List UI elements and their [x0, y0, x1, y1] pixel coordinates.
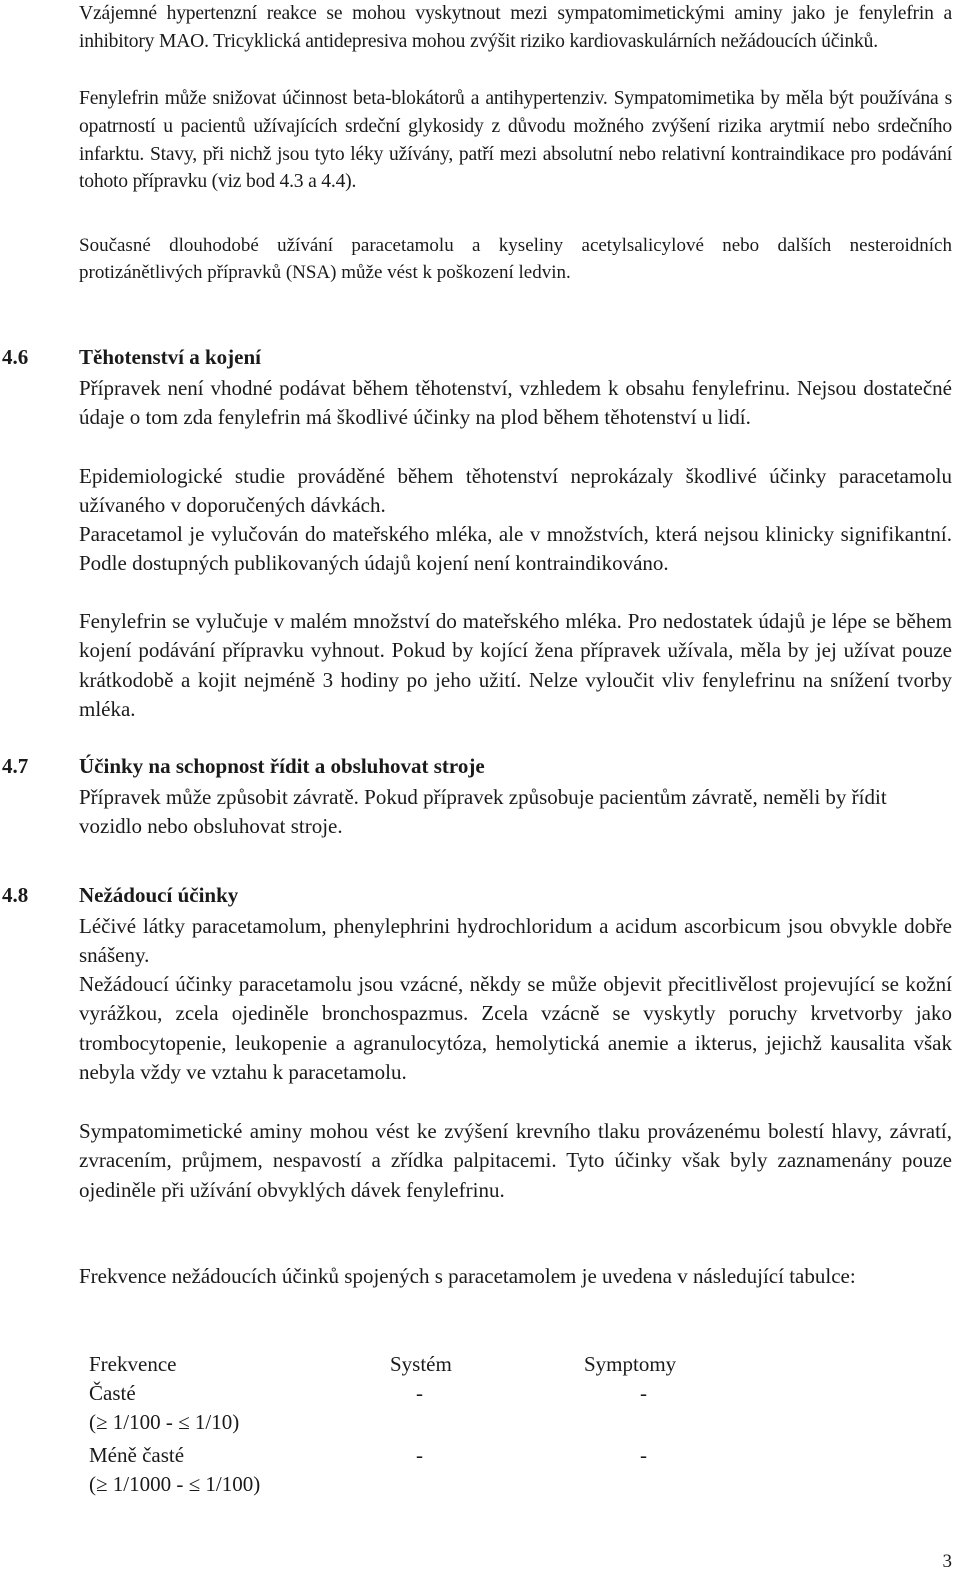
section-4-6-number: 4.6 — [2, 345, 29, 369]
section-4-6-title: Těhotenství a kojení — [79, 345, 262, 369]
section-4-7-title: Účinky na schopnost řídit a obsluhovat stroje — [79, 754, 485, 778]
section-4-6-paragraph-1: Přípravek není vhodné podávat během těhotenství, vzhledem k obsahu fenylefrinu. Nejsou dostatečné údaje o tom zda fenylefrin má škodlivé účinky na plod během těhotenství u lidí. — [79, 376, 952, 430]
table-row-1-range: (≥ 1/100 - ≤ 1/10) — [89, 1410, 240, 1434]
table-row-2-frequency: Méně časté — [89, 1443, 185, 1467]
table-row-1-symptoms: - — [640, 1381, 647, 1405]
section-4-8-paragraph-2: Nežádoucí účinky paracetamolu jsou vzácné, někdy se může objevit přecitlivělost projevující se kožní vyrážkou, zcela ojediněle bronchospazmus. Zcela vzácně se vyskytly poruchy krvetvorby jako trombocytopenie, leukopenie a agranulocytóza, hemolytická anemie a ikterus, jejichž kausalita však nebyla vždy ve vztahu k paracetamolu. — [79, 972, 952, 1084]
table-row-2-range: (≥ 1/1000 - ≤ 1/100) — [89, 1472, 261, 1496]
section-4-6-paragraph-4: Fenylefrin se vylučuje v malém množství do mateřského mléka. Pro nedostatek údajů je lépe se během kojení podávání přípravku vyhnout. Pokud by kojící žena přípravek užívala, měla by jej užívat pouze krátkodobě a kojit nejméně 3 hodiny po jeho užití. Nelze vyloučit vliv fenylefrinu na snížení tvorby mléka. — [79, 609, 952, 721]
section-4-8-paragraph-1: Léčivé látky paracetamolum, phenylephrini hydrochloridum a acidum ascorbicum jsou obvykle dobře snášeny. — [79, 914, 952, 968]
section-4-8-number: 4.8 — [2, 883, 29, 907]
table-row-2-symptoms: - — [640, 1443, 647, 1467]
intro-paragraph-3: Současné dlouhodobé užívání paracetamolu a kyseliny acetylsalicylové nebo dalších nesteroidních protizánětlivých přípravků (NSA) může vést k poškození ledvin. — [79, 235, 952, 283]
table-row-1-system: - — [416, 1381, 423, 1405]
page-number: 3 — [942, 1551, 952, 1572]
table-row-1-frequency: Časté — [89, 1381, 136, 1405]
table-header-system: Systém — [390, 1352, 452, 1376]
intro-paragraph-2: Fenylefrin může snižovat účinnost beta-blokátorů a antihypertenziv. Sympatomimetika by měla být používána s opatrností u pacientů užívajících srdeční glykosidy z důvodu možného zvýšení rizika arytmií nebo srdečního infarktu. Stavy, při nichž jsou tyto léky užívány, patří mezi absolutní nebo relativní kontraindikace pro podávání tohoto přípravku (viz bod 4.3 a 4.4). — [79, 88, 952, 193]
section-4-7-number: 4.7 — [2, 754, 29, 778]
table-header-frequency: Frekvence — [89, 1352, 177, 1376]
table-row-2-system: - — [416, 1443, 423, 1467]
section-4-6-paragraph-2: Epidemiologické studie prováděné během těhotenství neprokázaly škodlivé účinky paracetamolu užívaného v doporučených dávkách. — [79, 464, 952, 518]
section-4-8-paragraph-4: Frekvence nežádoucích účinků spojených s paracetamolem je uvedena v následující tabulce: — [79, 1264, 856, 1288]
section-4-6-paragraph-3: Paracetamol je vylučován do mateřského mléka, ale v množstvích, která nejsou klinicky signifikantní. Podle dostupných publikovaných údajů kojení není kontraindikováno. — [79, 522, 952, 576]
section-4-8-title: Nežádoucí účinky — [79, 883, 239, 907]
section-4-7-paragraph-1: Přípravek může způsobit závratě. Pokud přípravek způsobuje pacientům závratě, neměli by řídit vozidlo nebo obsluhovat stroje. — [79, 785, 887, 839]
table-header-symptoms: Symptomy — [584, 1352, 677, 1376]
intro-paragraph-1: Vzájemné hypertenzní reakce se mohou vyskytnout mezi sympatomimetickými aminy jako je fenylefrin a inhibitory MAO. Tricyklická antidepresiva mohou zvýšit riziko kardiovaskulárních nežádoucích účinků. — [79, 3, 952, 52]
section-4-8-paragraph-3: Sympatomimetické aminy mohou vést ke zvýšení krevního tlaku provázenému bolestí hlavy, závratí, zvracením, průjmem, nespavostí a zřídka palpitacemi. Tyto účinky však byly zaznamenány pouze ojediněle při užívání obvyklých dávek fenylefrinu. — [79, 1119, 952, 1202]
